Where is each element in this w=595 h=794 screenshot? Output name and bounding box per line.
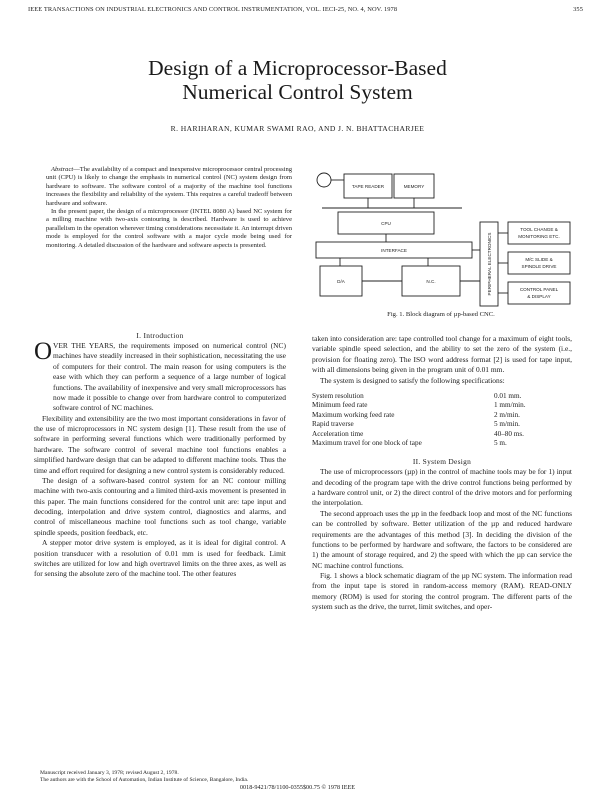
opening-paragraph xyxy=(34,338,286,414)
spec-label: Maximum travel for one block of tape xyxy=(312,438,422,447)
spec-row xyxy=(312,401,572,410)
intro-paragraph-2: Flexibility and extensibility are the two most important considerations in favor of the use of microprocessors in NC system design [1]. These result from the use of software in performing several functions which were traditionally performed by hardware. The software control of several machine tool functions enables a simplified hardware design that can be adapted to different machine tools. Thus the time and effort required for designing a new control system is considerably reduced. xyxy=(34,413,286,475)
spec-label: Minimum feed rate xyxy=(312,401,368,410)
title-line-1: Design of a Microprocessor-Based xyxy=(148,56,447,80)
right-paragraph-2: The system is designed to satisfy the following specifications: xyxy=(320,375,505,385)
spec-label: Rapid traverse xyxy=(312,420,354,429)
memory-label: MEMORY xyxy=(403,184,425,189)
spec-row xyxy=(312,392,572,401)
abstract-paragraph-1 xyxy=(46,166,292,208)
footnote-affiliation: The authors are with the School of Automation, Indian Institute of Science, Bangalore, India. xyxy=(40,777,249,783)
intro-paragraph-3: The design of a software-based control system for an NC contour milling machine with two-axis contouring and a limited third-axis movement is presented in this paper. The main functions considered for the control unit are: tape input and decoding, interpolation and drive system control, diagnostics and alarms, and control of miscellaneous machine tool functions such as tool change, variable spindle speeds, position feedback, etc. xyxy=(34,475,286,537)
spec-label: System resolution xyxy=(312,391,364,400)
cpu-label: CPU xyxy=(381,221,391,226)
mc-slide-label-2: SPINDLE DRIVE xyxy=(521,264,557,269)
mc-slide-box xyxy=(508,252,570,274)
spec-row xyxy=(312,430,572,439)
nc-label: N.C. xyxy=(426,279,436,284)
control-panel-label-1: CONTROL PANEL xyxy=(519,287,559,292)
abstract-lead: Abstract xyxy=(51,166,74,173)
figure-caption: Fig. 1. Block diagram of µp-based CNC. xyxy=(387,311,495,318)
interface-label: INTERFACE xyxy=(381,248,407,253)
design-paragraph-3: Fig. 1 shows a block schematic diagram of the µp NC system. The information read from the input tape is stored in random-access memory (RAM). READ-ONLY memory (ROM) is used for storing the control program. The different parts of the system such as the drive, the turret, limit switches, and oper- xyxy=(312,571,572,612)
spec-row xyxy=(312,439,572,448)
spec-table xyxy=(312,392,572,448)
journal-name: IEEE TRANSACTIONS ON INDUSTRIAL ELECTRONICS AND CONTROL INSTRUMENTATION, VOL. IECI-25, NO. 4, NOV. 1978 xyxy=(28,6,398,13)
peripheral-label: PERIPHERAL ELECTRONICS xyxy=(487,232,492,296)
spec-value: 40–80 ms. xyxy=(494,429,524,438)
abstract-paragraph-2: In the present paper, the design of a microprocessor (INTEL 8080 A) based NC system for a milling machine with two-axis contouring is described. Hardware is used to achieve parallelism in the operation wherever timing considerations necessitate it. An interrupt driven mode is employed for the control software with a major cycle mode being used for monitoring. A detailed discussion of the hardware and software aspects is presented. xyxy=(46,208,292,249)
running-head xyxy=(28,6,583,13)
intro-paragraph-1: VER THE YEARS, the requirements imposed on numerical control (NC) machines have steadily increased in their sophistication, necessitating the use of computers for their control. The main reason for using computers is the ease with which they can perform a sequence of a large number of logical functions. The availability of inexpensive and very small microprocessors has now made it possible to change over from hardware control to computerized software control of NC machines. xyxy=(53,341,286,413)
page-footer: 0018-9421/78/1100-0355$00.75 © 1978 IEEE xyxy=(239,784,356,791)
tape-reader-label: TAPE READER xyxy=(351,184,385,189)
design-paragraph-1: The use of microprocessors (µp) in the control of machine tools may be for 1) input and decoding of the program tape with the drive control functions being performed by a hardware control unit, or 2) the direct control of the drive motors and for performing the interpolation. xyxy=(312,467,572,508)
spec-row xyxy=(312,411,572,420)
control-panel-box xyxy=(508,282,570,304)
spec-value: 5 m. xyxy=(494,438,507,447)
dac-label: D/A xyxy=(337,279,345,284)
section-1-heading: I. Introduction xyxy=(136,331,184,340)
spec-value: 0.01 mm. xyxy=(494,391,522,400)
drop-cap: O xyxy=(34,338,53,365)
spec-value: 5 m/min. xyxy=(494,420,520,429)
right-column xyxy=(312,334,572,613)
spec-row xyxy=(312,420,572,429)
spec-value: 1 mm/min. xyxy=(494,401,526,410)
tool-change-label-1: TOOL CHANGE & xyxy=(520,227,558,232)
footnote-received: Manuscript received January 3, 1978; revised August 2, 1978. xyxy=(40,770,179,776)
footnote xyxy=(34,770,286,784)
abstract-text-1: —The availability of a compact and inexpensive microprocessor central processing unit (CPU) is likely to change the emphasis in numerical control (NC) system design from hardware to software. The software control of a majority of the machine tool functions increases the flexibility and reliability of the system. This requires a careful tradeoff between hardware and software. xyxy=(46,166,292,207)
authors: R. HARIHARAN, KUMAR SWAMI RAO, AND J. N. BHATTACHARJEE xyxy=(170,124,425,133)
block-diagram xyxy=(302,160,580,310)
tool-change-box xyxy=(508,222,570,244)
intro-paragraph-4: A stepper motor drive system is employed, as it is ideal for digital control. A position transducer with a resolution of 0.01 mm is used for feedback. Limit switches are utilized for low and high overtravel limits on the three axes, as well as for sensing the absolute zero of the machine tool. The other features xyxy=(34,538,286,579)
spec-value: 2 m/min. xyxy=(494,410,520,419)
right-paragraph-1: taken into consideration are: tape controlled tool change for a maximum of eight tools, variable spindle speed selection, and the ability to set the zero of the system (i.e., provision for floating zero). The ISO word address format [2] is used for tape input, with all dimensions being given in the program unit of 0.01 mm. xyxy=(312,334,572,375)
abstract xyxy=(46,166,292,250)
spec-label: Maximum working feed rate xyxy=(312,410,395,419)
block-diagram-svg xyxy=(302,160,580,310)
title-line-2: Numerical Control System xyxy=(182,80,413,104)
paper-title xyxy=(0,56,595,104)
left-column xyxy=(34,330,286,580)
mc-slide-label-1: M/C SLIDE & xyxy=(525,257,553,262)
page-number: 355 xyxy=(573,6,583,13)
control-panel-label-2: & DISPLAY xyxy=(527,294,551,299)
tape-reel-icon xyxy=(317,173,331,187)
section-2-heading: II. System Design xyxy=(412,457,472,467)
tool-change-label-2: MONITORING ETC. xyxy=(518,234,560,239)
design-paragraph-2: The second approach uses the µp in the feedback loop and most of the NC functions can be controlled by software. Better utilization of the µp and reduced hardware requirements are the advantages of this method [3]. In deciding the division of the functions to be performed by hardware and software, the factors to be considered are 1) the amount of storage required, and 2) the speed with which the µp can service the NC machine control functions. xyxy=(312,508,572,570)
spec-label: Acceleration time xyxy=(312,429,364,438)
